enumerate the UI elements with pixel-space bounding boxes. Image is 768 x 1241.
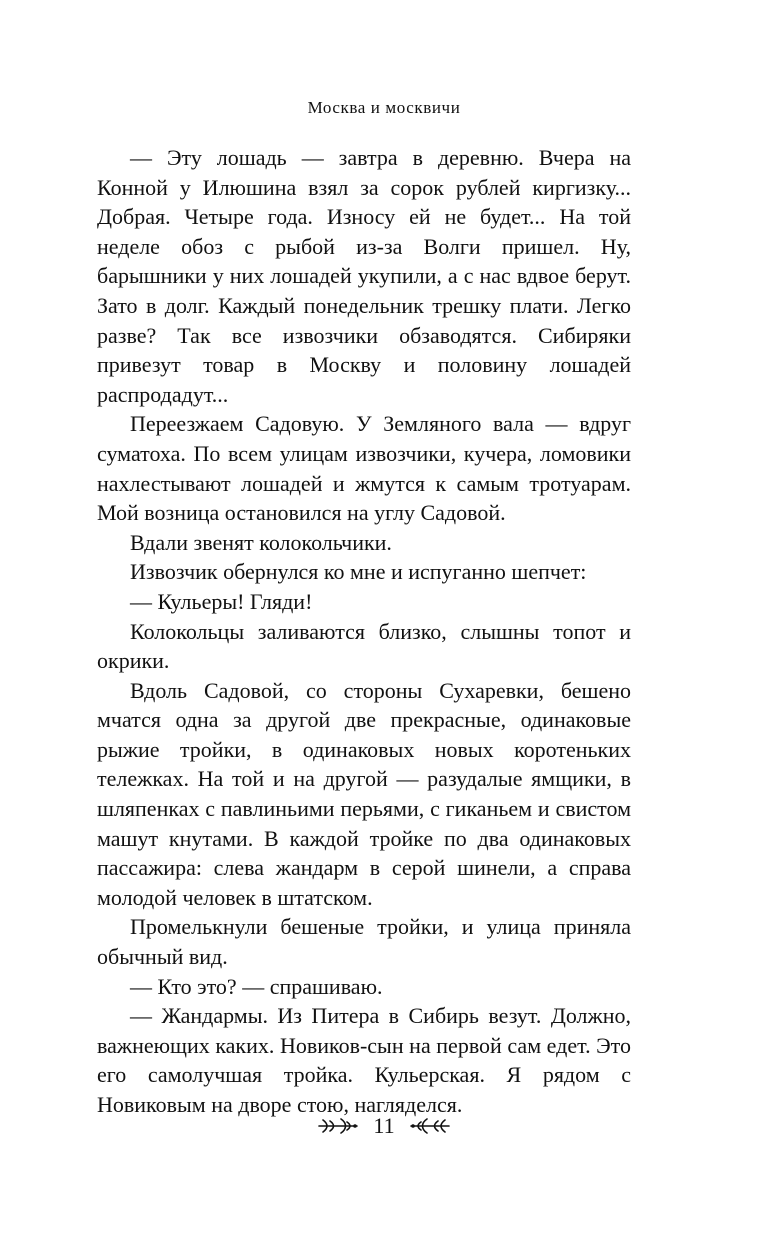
paragraph: Промелькнули бешеные тройки, и улица приняла обычный вид. — [97, 914, 631, 970]
paragraph: — Эту лошадь — завтра в деревню. Вчера на Конной у Илюшина взял за сорок рублей киргизку... Добрая. Четыре года. Износу ей не будет... На той неделе обоз с рыбой из-за Волги пришел. Ну, барышники у них лошадей укупили, а с нас вдвое берут. Зато в долг. Каждый понедельник трешку плати. Легко разве? Так все извозчики обзаводятся. Сибиряки привезут товар в Москву и половину лошадей распродадут... — [97, 145, 631, 407]
running-head: Москва и москвичи — [307, 98, 461, 117]
paragraph: Извозчик обернулся ко мне и испуганно шепчет: — [130, 559, 587, 585]
left-ornament-icon — [317, 1116, 359, 1136]
paragraph: Переезжаем Садовую. У Земляного вала — вдруг суматоха. По всем улицам извозчики, кучера, ломовики нахлестывают лошадей и жмутся к самым тротуарам. Мой возница остановился на углу Садовой. — [97, 411, 631, 526]
paragraph: Вдоль Садовой, со стороны Сухаревки, бешено мчатся одна за другой две прекрасные, одинаковые рыжие тройки, в одинаковых новых коротеньких тележках. На той и на другой — разудалые ямщики, в шляпенках с павлиньими перьями, с гиканьем и свистом машут кнутами. В каждой тройке по два одинаковых пассажира: слева жандарм в серой шинели, а справа молодой человек в штатском. — [97, 677, 631, 910]
page-number: 11 — [373, 1113, 395, 1138]
right-ornament-icon — [409, 1116, 451, 1136]
paragraph: Колокольцы заливаются близко, слышны топот и окрики. — [97, 618, 631, 674]
paragraph: — Жандармы. Из Питера в Сибирь везут. Должно, важнеющих каких. Новиков-сын на первой сам едет. Это его самолучшая тройка. Кульерская. Я рядом с Новиковым на дворе стою, нагляделся. — [97, 1003, 631, 1117]
paragraph: — Кульеры! Гляди! — [130, 588, 313, 614]
folio — [0, 1113, 768, 1139]
paragraph: Вдали звенят колокольчики. — [130, 529, 392, 555]
body-text — [97, 143, 631, 1120]
paragraph: — Кто это? — спрашиваю. — [130, 973, 383, 999]
